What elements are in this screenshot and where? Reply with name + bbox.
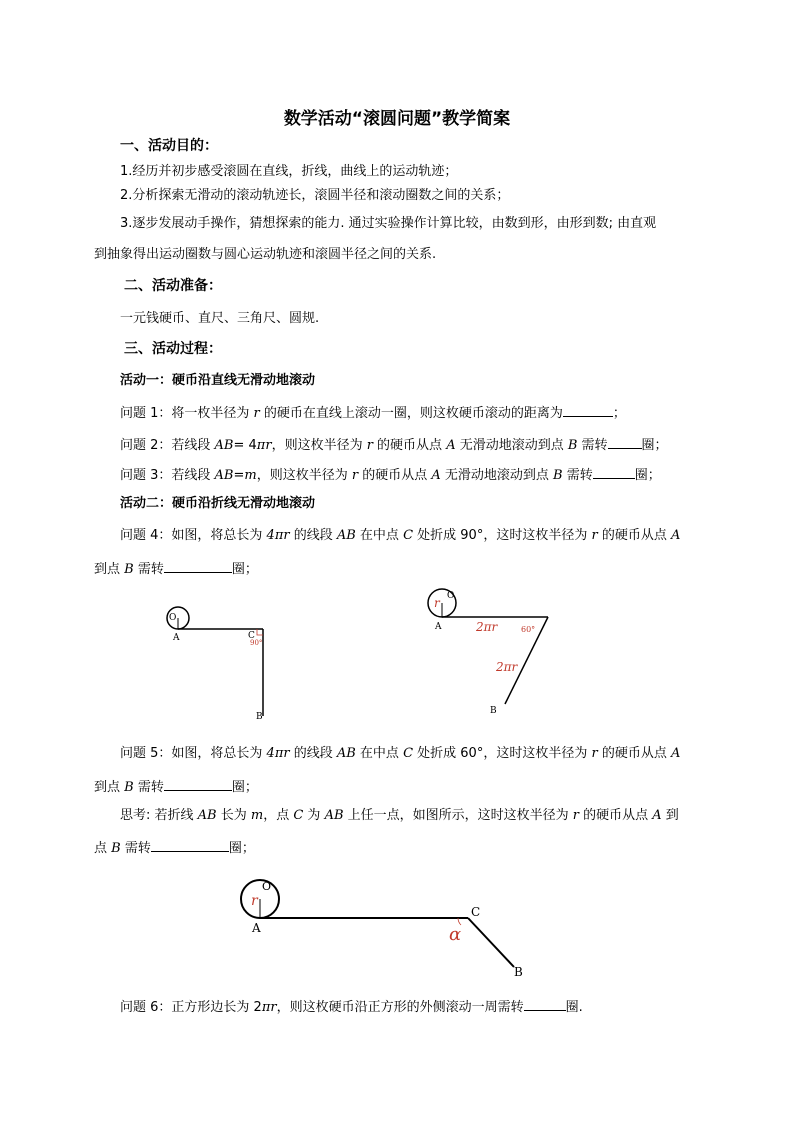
objective-3-cont: 到抽象得出运动圈数与圆心运动轨迹和滚圆半径之间的关系. [94,247,437,262]
activity-2-heading: 活动二：硬币沿折线无滑动地滚动 [120,496,316,511]
label-a: A [435,622,442,632]
label-a: A [173,633,180,643]
figure-90-degree-fold [150,598,280,728]
answer-blank-2[interactable] [608,435,642,449]
label-b: B [514,965,523,979]
label-c: C [471,905,481,919]
label-r: r [434,596,440,610]
question-3: 问题 3：若线段 AB=m，则这枚半径为 r 的硬币从点 A 无滑动地滚动到点 B 需转 圈； [120,465,661,484]
question-6: 问题 6：正方形边长为 2πr，则这枚硬币沿正方形的外侧滚动一周需转 圈. [120,997,583,1016]
label-r: r [251,893,258,909]
label-o: O [169,613,177,623]
label-angle-60: 60° [521,625,536,634]
label-o: O [262,880,272,893]
preparation-text: 一元钱硬币、直尺、三角尺、圆规. [120,311,320,326]
section-heading-process: 三、活动过程： [124,341,222,357]
activity-1-heading: 活动一：硬币沿直线无滑动地滚动 [120,373,316,388]
question-4-cont: 到点 B 需转 圈； [94,559,258,578]
page-title: 数学活动“滚圆问题”教学简案 [283,109,511,129]
think-question-cont: 点 B 需转 圈； [94,838,255,857]
label-a: A [252,921,261,935]
label-alpha: α [449,924,462,945]
section-heading-objectives: 一、活动目的： [120,138,218,154]
objective-2: 2.分析探索无滑动的滚动轨迹长，滚圆半径和滚动圈数之间的关系； [120,188,510,203]
question-4: 问题 4：如图，将总长为 4πr 的线段 AB 在中点 C 处折成 90°，这时这枚半径为 r 的硬币从点 A [120,528,681,543]
label-b: B [490,706,497,716]
label-length-cb: 2πr [496,660,518,674]
answer-blank-3[interactable] [593,465,635,479]
section-heading-preparation: 二、活动准备： [124,278,222,294]
question-1: 问题 1：将一枚半径为 r 的硬币在直线上滚动一圈，则这枚硬币滚动的距离为 ； [120,403,626,422]
question-2: 问题 2：若线段 AB= 4πr，则这枚半径为 r 的硬币从点 A 无滑动地滚动到点 B 需转 圈； [120,435,668,454]
answer-blank-6[interactable] [524,997,566,1011]
think-question: 思考: 若折线 AB 长为 m，点 C 为 AB 上任一点，如图所示，这时这枚半径为 r 的硬币从点 A 到 [120,808,679,823]
objective-1: 1.经历并初步感受滚圆在直线，折线，曲线上的运动轨迹； [120,164,458,179]
answer-blank-think[interactable] [151,838,229,852]
segment-cb [468,918,514,967]
figure-arbitrary-fold [232,872,542,987]
label-angle-90: 90° [250,639,263,647]
label-c: C [248,631,255,641]
question-5: 问题 5：如图，将总长为 4πr 的线段 AB 在中点 C 处折成 60°，这时这枚半径为 r 的硬币从点 A [120,746,681,761]
question-5-cont: 到点 B 需转 圈； [94,777,258,796]
answer-blank-5[interactable] [164,777,232,791]
right-angle-mark [257,629,263,635]
objective-3: 3.逐步发展动手操作，猜想探索的能力. 通过实验操作计算比较，由数到形，由形到数; 由直观 [120,216,657,231]
answer-blank-4[interactable] [164,559,232,573]
label-o: O [447,591,455,601]
label-length-ac: 2πr [476,620,498,634]
answer-blank-1[interactable] [563,403,613,417]
figure-60-degree-fold [410,585,560,720]
label-b: B [256,712,263,722]
